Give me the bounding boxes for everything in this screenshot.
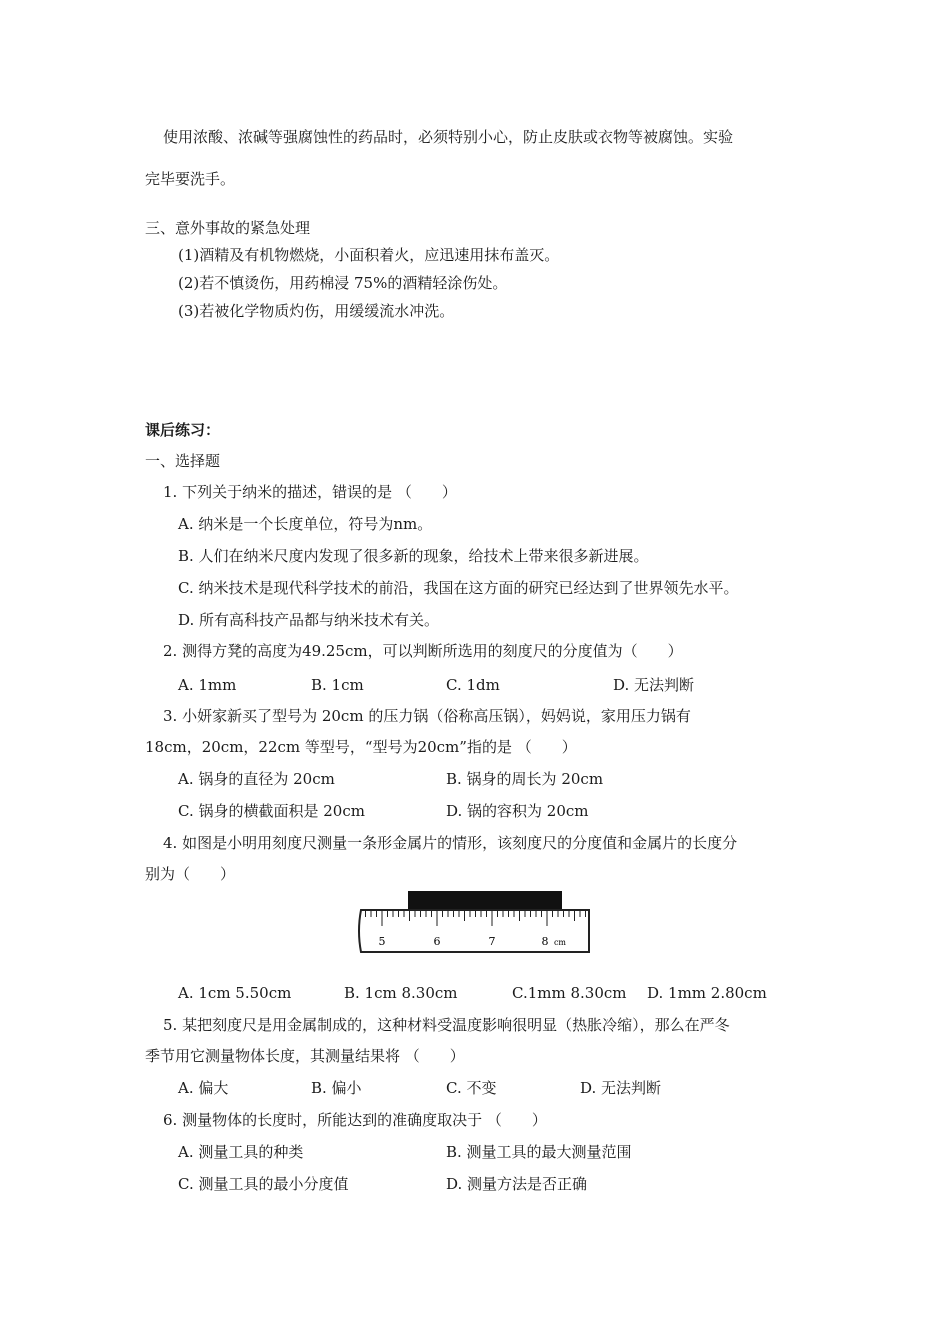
q1-option-a: A. 纳米是一个长度单位，符号为nm。 xyxy=(178,515,433,533)
intro-line-1: 使用浓酸、浓碱等强腐蚀性的药品时，必须特别小心，防止皮肤或衣物等被腐蚀。实验 xyxy=(163,128,734,146)
q1-option-d: D. 所有高科技产品都与纳米技术有关。 xyxy=(178,611,440,629)
q2-option-b: B. 1cm xyxy=(311,676,364,694)
ruler-unit-label: cm xyxy=(553,938,567,947)
exercises-title: 课后练习： xyxy=(145,421,221,439)
q4-option-d: D. 1mm 2.80cm xyxy=(647,984,767,1002)
emergency-item-3: (3)若被化学物质灼伤，用缓缓流水冲洗。 xyxy=(178,302,455,320)
question-1: 1. 下列关于纳米的描述，错误的是 （ ） xyxy=(163,483,457,501)
q3-option-b: B. 锅身的周长为 20cm xyxy=(446,770,604,788)
q6-option-d: D. 测量方法是否正确 xyxy=(446,1175,588,1193)
q2-option-a: A. 1mm xyxy=(178,676,237,694)
q4-option-b: B. 1cm 8.30cm xyxy=(344,984,458,1002)
q2-option-d: D. 无法判断 xyxy=(613,676,695,694)
choice-section-title: 一、选择题 xyxy=(145,452,221,470)
q1-option-b: B. 人们在纳米尺度内发现了很多新的现象，给技术上带来很多新进展。 xyxy=(178,547,649,565)
intro-line-2: 完毕要洗手。 xyxy=(145,170,236,188)
q6-option-b: B. 测量工具的最大测量范围 xyxy=(446,1143,632,1161)
question-4-line-2: 别为（ ） xyxy=(145,865,236,883)
q4-option-a: A. 1cm 5.50cm xyxy=(178,984,292,1002)
ruler-figure xyxy=(357,888,593,956)
emergency-item-1: (1)酒精及有机物燃烧，小面积着火，应迅速用抹布盖灭。 xyxy=(178,246,560,264)
q2-option-c: C. 1dm xyxy=(446,676,500,694)
question-2: 2. 测得方凳的高度为49.25cm，可以判断所选用的刻度尺的分度值为（ ） xyxy=(163,642,683,660)
question-3-line-1: 3. 小妍家新买了型号为 20cm 的压力锅（俗称高压锅），妈妈说，家用压力锅有 xyxy=(163,707,691,725)
ruler-label-7: 7 xyxy=(488,935,496,948)
q1-option-c: C. 纳米技术是现代科学技术的前沿，我国在这方面的研究已经达到了世界领先水平。 xyxy=(178,579,739,597)
q3-option-c: C. 锅身的横截面积是 20cm xyxy=(178,802,365,820)
metal-strip xyxy=(408,891,562,911)
emergency-item-2: (2)若不慎烫伤，用药棉浸 75%的酒精轻涂伤处。 xyxy=(178,274,508,292)
q6-option-c: C. 测量工具的最小分度值 xyxy=(178,1175,349,1193)
question-5-line-1: 5. 某把刻度尺是用金属制成的，这种材料受温度影响很明显（热胀冷缩），那么在严冬 xyxy=(163,1016,730,1034)
q4-option-c: C.1mm 8.30cm xyxy=(512,984,627,1002)
question-4-line-1: 4. 如图是小明用刻度尺测量一条形金属片的情形，该刻度尺的分度值和金属片的长度分 xyxy=(163,834,738,852)
q5-option-b: B. 偏小 xyxy=(311,1079,362,1097)
ruler-label-5: 5 xyxy=(378,935,386,948)
q5-option-d: D. 无法判断 xyxy=(580,1079,662,1097)
question-6: 6. 测量物体的长度时，所能达到的准确度取决于 （ ） xyxy=(163,1111,547,1129)
q5-option-c: C. 不变 xyxy=(446,1079,497,1097)
question-3-line-2: 18cm，20cm，22cm 等型号，“型号为20cm”指的是 （ ） xyxy=(145,738,577,756)
ruler-label-8: 8 xyxy=(541,935,549,948)
question-5-line-2: 季节用它测量物体长度，其测量结果将 （ ） xyxy=(145,1047,465,1065)
ruler-label-6: 6 xyxy=(433,935,441,948)
q6-option-a: A. 测量工具的种类 xyxy=(178,1143,304,1161)
q3-option-a: A. 锅身的直径为 20cm xyxy=(178,770,335,788)
q3-option-d: D. 锅的容积为 20cm xyxy=(446,802,589,820)
section-heading: 三、意外事故的紧急处理 xyxy=(145,219,311,237)
q5-option-a: A. 偏大 xyxy=(178,1079,229,1097)
